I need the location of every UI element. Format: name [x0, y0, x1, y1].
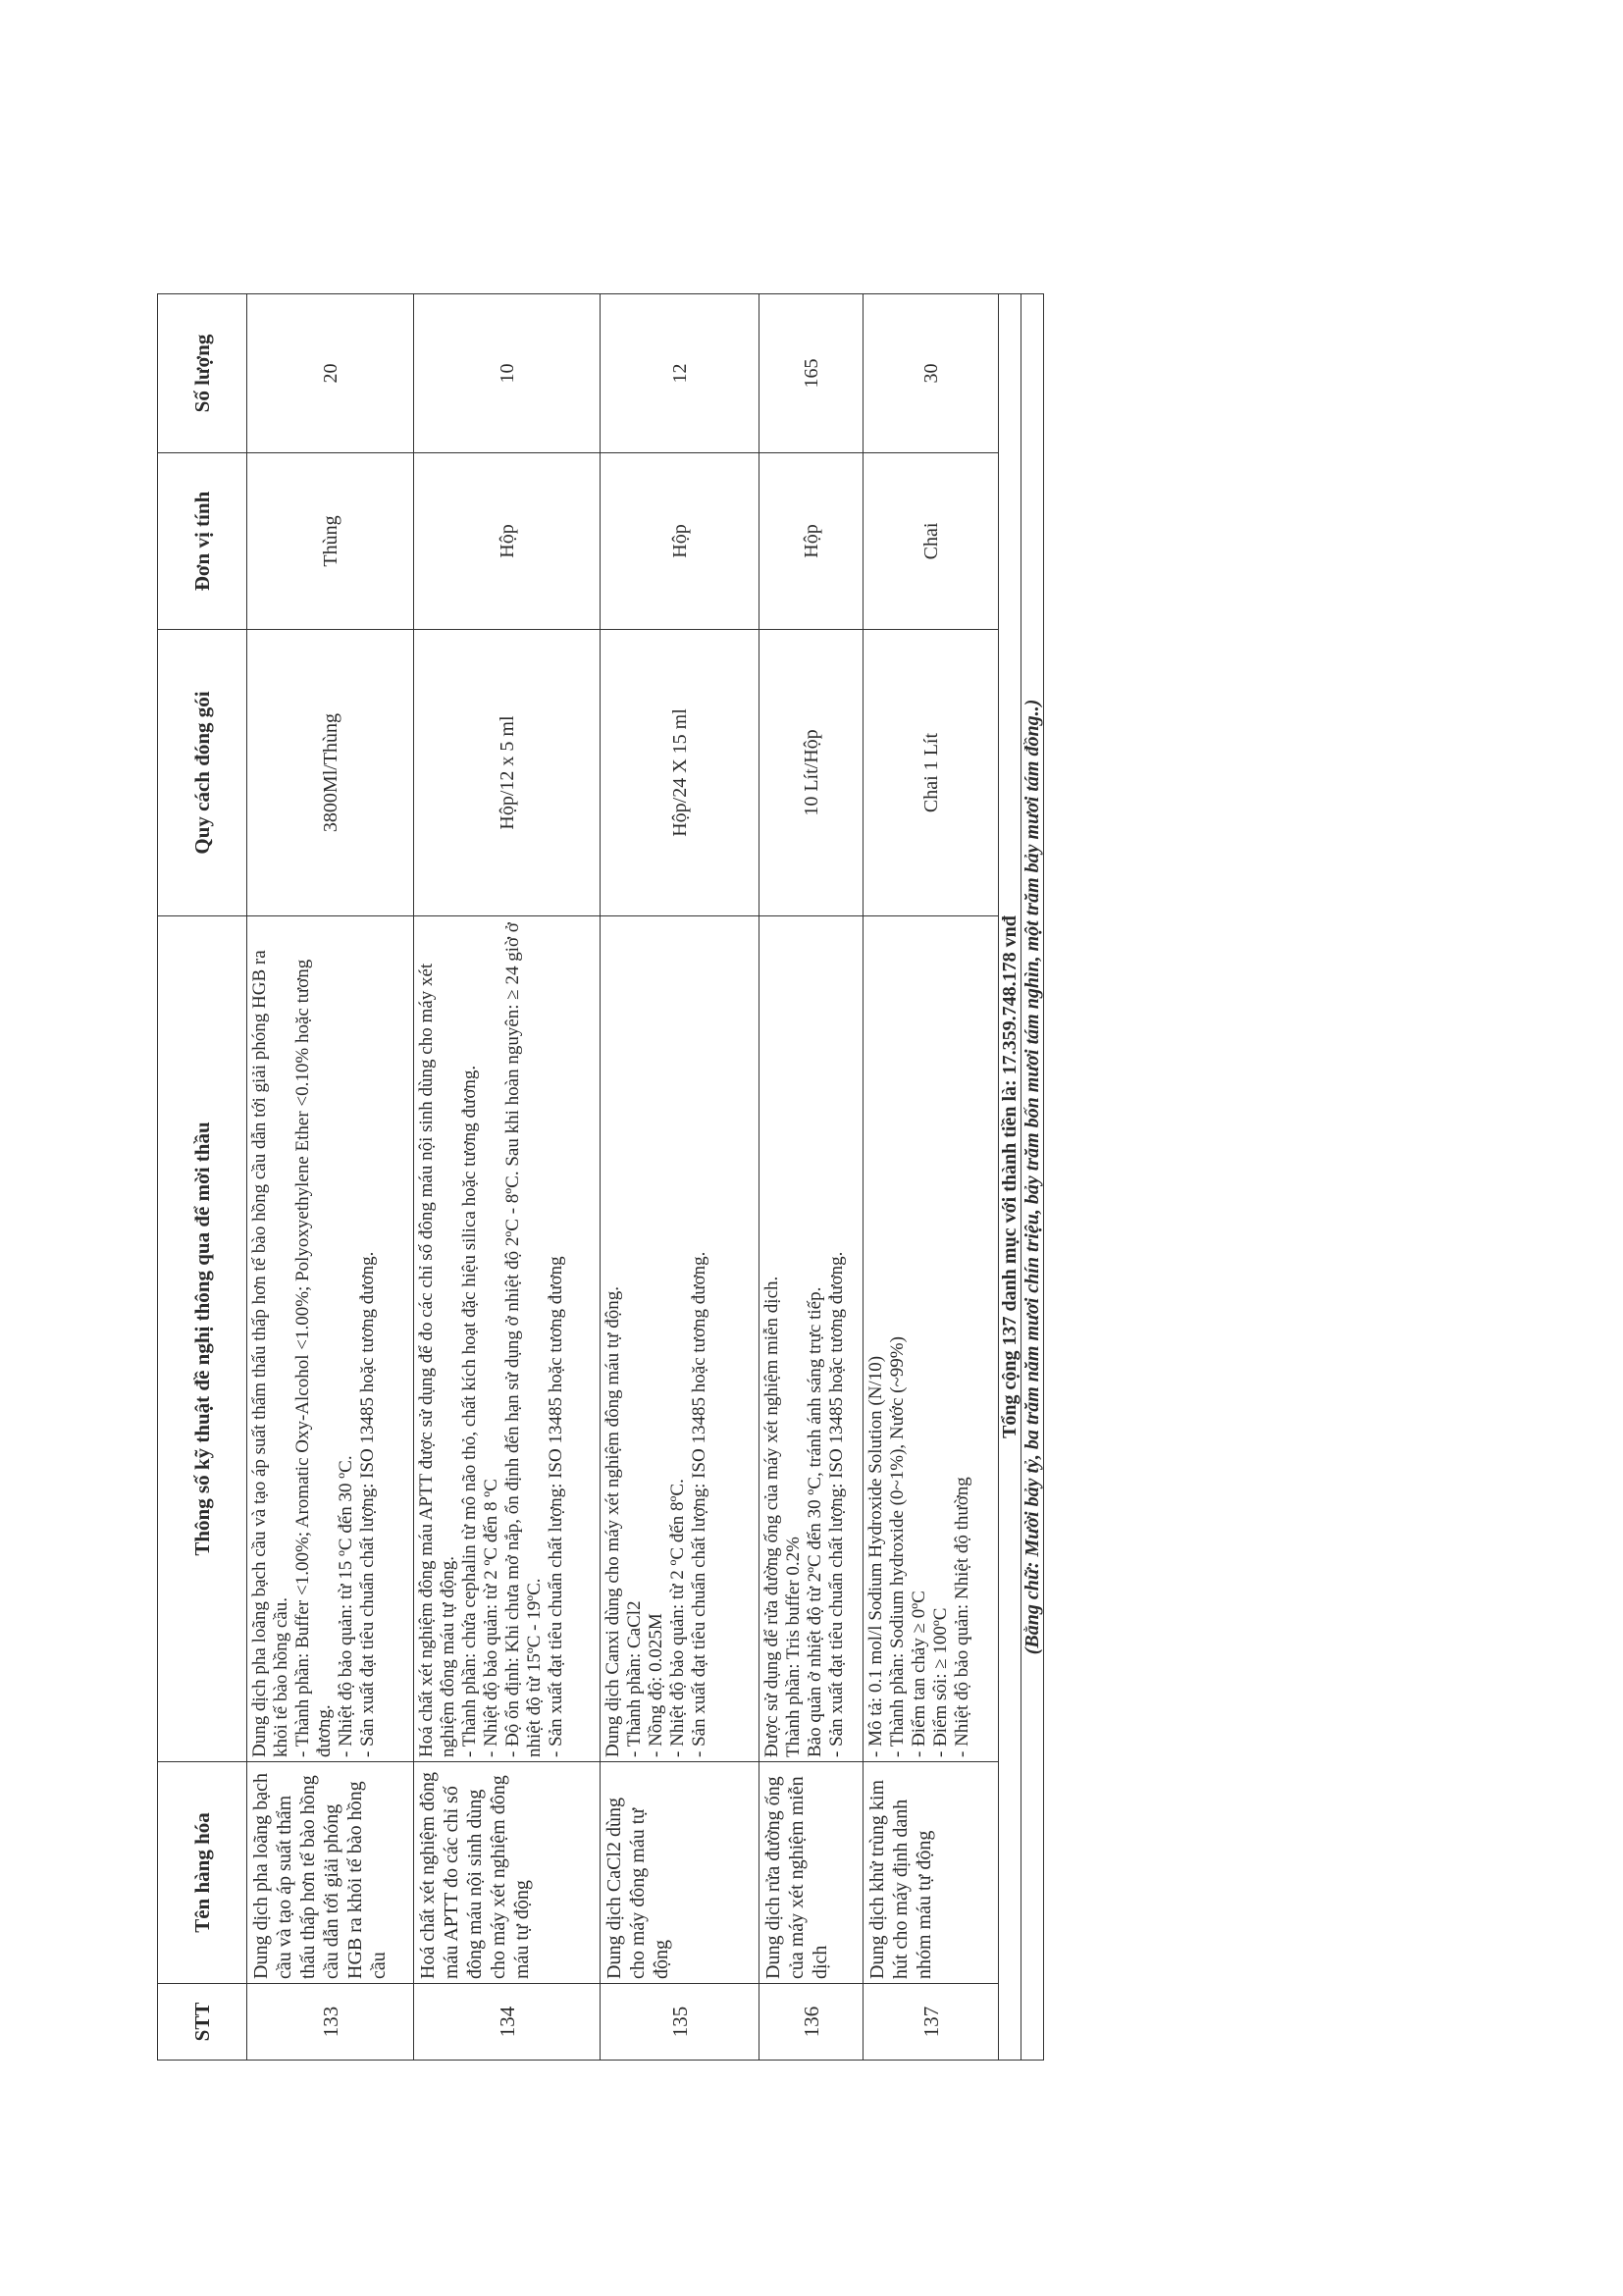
spec-line: - Sản xuất đạt tiêu chuẩn chất lượng: ISO 13485 hoặc tương đương. — [357, 1251, 378, 1757]
spec-line: - Thành phần: chứa cephalin từ mô não thỏ, chất kích hoạt đặc hiệu silica hoặc tương đương. — [459, 1065, 480, 1757]
cell-qty: 165 — [759, 294, 864, 453]
spec-line: - Độ ổn định: Khi chưa mở nắp, ổn định đến hạn sử dụng ở nhiệt độ 2ºC - 8ºC. Sau khi hoàn nguyên: ≥ 24 giờ ở nhiệt độ từ 15ºC - 19ºC. — [502, 922, 545, 1757]
cell-unit: Thùng — [247, 453, 414, 630]
header-name: Tên hàng hóa — [158, 1762, 247, 1984]
spec-line: - Nhiệt độ bảo quản: từ 2 ºC đến 8ºC. — [667, 1479, 688, 1757]
cell-name: Dung dịch rửa đường ống của máy xét nghiệm miễn dịch — [759, 1762, 864, 1984]
spec-line: - Mô tả: 0.1 mol/l Sodium Hydroxide Solution (N/10) — [865, 1355, 886, 1757]
spec-line: - Sản xuất đạt tiêu chuẩn chất lượng: ISO 13485 hoặc tương đương — [546, 1256, 566, 1757]
spec-line: - Nhiệt độ bảo quản: từ 15 ºC đến 30 ºC. — [336, 1455, 356, 1757]
bid-items-table — [157, 293, 1044, 2061]
cell-stt: 136 — [759, 1984, 864, 2061]
cell-name: Dung dịch pha loãng bạch cầu và tạo áp suất thẩm thấu thấp hơn tế bào hồng cầu dẫn tới giải phóng HGB ra khỏi tế bào hồng cầu — [247, 1762, 414, 1984]
cell-spec — [864, 916, 999, 1762]
cell-qty: 30 — [864, 294, 999, 453]
cell-unit: Hộp — [414, 453, 601, 630]
cell-name: Hoá chất xét nghiệm đông máu APTT đo các chỉ số đông máu nội sinh dùng cho máy xét nghiệm đông máu tự động — [414, 1762, 601, 1984]
spec-line: - Nồng độ: 0.025M — [646, 1613, 666, 1757]
cell-name: Dung dịch khử trùng kim hút cho máy định danh nhóm máu tự động — [864, 1762, 999, 1984]
cell-unit: Chai — [864, 453, 999, 630]
spec-line: - Điểm tan chảy ≥ 0ºC — [909, 1591, 929, 1757]
table-header-row — [158, 294, 247, 2061]
cell-qty: 20 — [247, 294, 414, 453]
cell-pack: Chai 1 Lít — [864, 630, 999, 916]
cell-qty: 12 — [601, 294, 759, 453]
cell-pack: 3800Ml/Thùng — [247, 630, 414, 916]
cell-spec — [414, 916, 601, 1762]
cell-spec — [601, 916, 759, 1762]
header-stt: STT — [158, 1984, 247, 2061]
table-row — [601, 294, 759, 2061]
table-row — [414, 294, 601, 2061]
total-row — [999, 294, 1021, 2061]
cell-stt: 137 — [864, 1984, 999, 2061]
table-row — [759, 294, 864, 2061]
spec-line: - Nhiệt độ bảo quản: Nhiệt độ thường — [952, 1477, 972, 1757]
cell-unit: Hộp — [759, 453, 864, 630]
header-unit: Đơn vị tính — [158, 453, 247, 630]
rotated-page — [157, 294, 1070, 2061]
cell-unit: Hộp — [601, 453, 759, 630]
table-row — [247, 294, 414, 2061]
spec-line: Hoá chất xét nghiệm đông máu APTT được sử dụng để đo các chỉ số đông máu nội sinh dùng cho máy xét nghiệm đông máu tự động. — [416, 963, 458, 1757]
cell-spec — [759, 916, 864, 1762]
cell-spec — [247, 916, 414, 1762]
total-text: Tổng cộng 137 danh mục với thành tiền là: 17.359.748.178 vnđ — [999, 294, 1021, 2061]
spec-line: - Sản xuất đạt tiêu chuẩn chất lượng: ISO 13485 hoặc tương đương. — [826, 1251, 847, 1757]
spec-line: - Nhiệt độ bảo quản: từ 2 ºC đến 8 ºC — [481, 1479, 501, 1757]
header-qty: Số lượng — [158, 294, 247, 453]
spec-line: - Điểm sôi: ≥ 100ºC — [930, 1607, 951, 1757]
cell-stt: 133 — [247, 1984, 414, 2061]
spec-line: - Sản xuất đạt tiêu chuẩn chất lượng: ISO 13485 hoặc tương đương. — [689, 1251, 709, 1757]
spec-line: Dung dịch Canxi dùng cho máy xét nghiệm đông máu tự động. — [602, 1286, 623, 1757]
spec-line: Dung dịch pha loãng bạch cầu và tạo áp suất thẩm thấu thấp hơn tế bào hồng cầu dẫn tới giải phóng HGB ra khỏi tế bào hồng cầu. — [249, 950, 291, 1757]
cell-stt: 135 — [601, 1984, 759, 2061]
spec-line: - Thành phần: Buffer <1.00%; Aromatic Oxy-Alcohol <1.00%; Polyoxyethylene Ether <0.10% hoặc tương đương. — [292, 959, 335, 1757]
cell-pack: Hộp/12 x 5 ml — [414, 630, 601, 916]
cell-stt: 134 — [414, 1984, 601, 2061]
table-body — [247, 294, 999, 2061]
cell-qty: 10 — [414, 294, 601, 453]
cell-pack: Hộp/24 X 15 ml — [601, 630, 759, 916]
total-words-row — [1021, 294, 1044, 2061]
header-spec: Thông số kỹ thuật đề nghị thông qua để mời thầu — [158, 916, 247, 1762]
total-in-words: (Bằng chữ: Mười bảy tỷ, ba trăm năm mươi chín triệu, bảy trăm bốn mươi tám nghìn, một trăm bảy mươi tám đồng..) — [1021, 294, 1044, 2061]
cell-name: Dung dịch CaCl2 dùng cho máy đông máu tự động — [601, 1762, 759, 1984]
spec-line: - Thành phần: CaCl2 — [624, 1600, 645, 1757]
table-row — [864, 294, 999, 2061]
spec-line: Bảo quản ở nhiệt độ từ 2ºC đến 30 ºC, tránh ánh sáng trực tiếp. — [805, 1286, 825, 1757]
spec-line: - Thành phần: Sodium hydroxide (0~1%), Nước (~99%) — [887, 1336, 908, 1757]
header-pack: Quy cách đóng gói — [158, 630, 247, 916]
spec-line: Thành phần: Tris buffer 0.2% — [783, 1537, 804, 1757]
cell-pack: 10 Lít/Hộp — [759, 630, 864, 916]
spec-line: Được sử dụng để rửa đường ống của máy xét nghiệm miễn dịch. — [761, 1276, 782, 1757]
